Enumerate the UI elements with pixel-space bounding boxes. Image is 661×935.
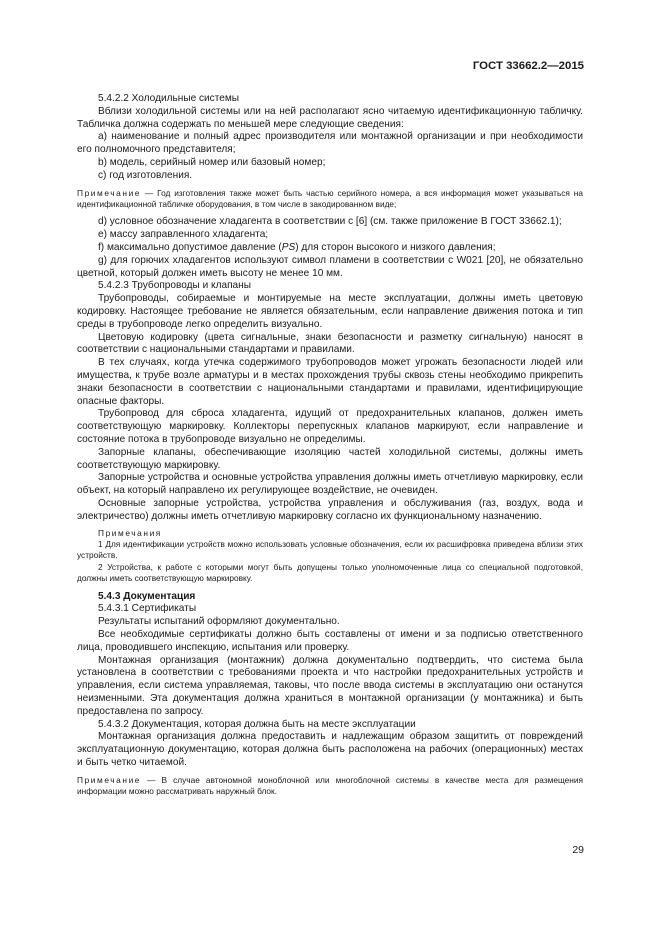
subsection-heading-5-4-3-1: 5.4.3.1 Сертификаты <box>98 603 197 615</box>
paragraph: Монтажная организация (монтажник) должна документально подтвердить, что система была установлена в соответствии с требованиями проекта и что настройки предохранительных устройств и управления, если система управляемая, таковы, что после ввода системы в эксплуатацию они останутся неизменными. Эта документация должна храниться в монтажной организации (у монтажника) и быть предоставлена по запросу. <box>77 654 583 717</box>
notes-label: Примечания <box>98 527 162 538</box>
list-item: b) модель, серийный номер или базовый номер; <box>98 156 326 168</box>
note <box>77 775 583 798</box>
note-label: Примечание <box>77 774 142 785</box>
section-heading-5-4-2-3: 5.4.2.3 Трубопроводы и клапаны <box>98 280 251 292</box>
paragraph: Все необходимые сертификаты должно быть составлены от имени и за подписью ответственного лица, проводившего инспекцию, испытания или проверку. <box>77 628 583 653</box>
paragraph: В тех случаях, когда утечка содержимого трубопроводов может угрожать безопасности людей или имущества, к трубе возле арматуры и в местах прохождения трубы сквозь стены необходимо прикрепить знаки безопасности в соответствии с национальными стандартами и правилами, идентифицирующие опасные факторы. <box>77 357 583 407</box>
paragraph: Трубопроводы, собираемые и монтируемые на месте эксплуатации, должны иметь цветовую кодировку. Настоящее требование не является обязательным, если направление движения потока и тип среды в трубопроводе легко определить визуально. <box>77 293 583 330</box>
list-item: a) наименование и полный адрес производителя или монтажной организации и при необходимости его полномочного представителя; <box>77 131 583 156</box>
list-item: d) условное обозначение хладагента в соответствии с [6] (см. также приложение В ГОСТ 33662.1); <box>98 216 562 228</box>
page-body <box>77 93 583 804</box>
paragraph: Запорные устройства и основные устройства управления должны иметь отчетливую маркировку, если объект, на который направлено их регулирующее воздействие, не очевиден. <box>77 472 583 497</box>
list-item: e) массу заправленного хладагента; <box>98 229 269 241</box>
section-heading-5-4-3: 5.4.3 Документация <box>98 590 196 602</box>
page-number: 29 <box>572 844 584 856</box>
paragraph: Трубопровод для сброса хладагента, идущий от предохранительных клапанов, должен иметь соответствующую маркировку. Коллекторы перепускных клапанов маркируют, если направление и состояние потока в трубопроводе визуально не определимы. <box>77 408 583 445</box>
list-item: c) год изготовления. <box>98 169 193 181</box>
standard-designation: ГОСТ 33662.2—2015 <box>472 60 584 72</box>
note-label: Примечание <box>77 187 142 198</box>
paragraph: Запорные клапаны, обеспечивающие изоляцию частей холодильной системы, должны иметь соответствующую маркировку. <box>77 446 583 471</box>
note-text: — Год изготовления также может быть частью серийного номера, а вся информация может указываться на идентификационной табличке оборудования, в том числе в закодированном виде; <box>77 187 583 209</box>
paragraph: Монтажная организация должна предоставить и надлежащим образом защитить от повреждений эксплуатационную документацию, которая должна быть расположена на рабочих (операционных) местах и быть четко читаемой. <box>77 731 583 768</box>
list-item: g) для горючих хладагентов используют символ пламени в соответствии с W021 [20], не обязательно цветной, который должен иметь высоту не менее 10 мм. <box>77 254 583 279</box>
item-f-post: ) для сторон высокого и низкого давления; <box>295 241 496 253</box>
note-item: 2 Устройства, к работе с которыми могут быть допущены только уполномоченные лица со специальной подготовкой, должны иметь соответствующую маркировку. <box>77 561 583 584</box>
item-f-pre: f) максимально допустимое давление ( <box>98 241 282 253</box>
note-item: 1 Для идентификации устройств можно использовать условные обозначения, если их расшифровка приведена вблизи этих устройств. <box>77 538 583 561</box>
section-heading-5-4-2-2: 5.4.2.2 Холодильные системы <box>98 93 240 104</box>
paragraph: Вблизи холодильной системы или на ней располагают ясно читаемую идентификационную табличку. Табличка должна содержать по меньшей мере следующие сведения: <box>77 105 583 130</box>
note-text: — В случае автономной моноблочной или многоблочной системы в качестве места для размещения информации можно рассматривать наружный блок. <box>77 774 583 797</box>
item-f-ps: PS <box>281 241 296 253</box>
paragraph: Основные запорные устройства, устройства управления и обслуживания (газ, воздух, вода и электричество) должны иметь отчетливую маркировку согласно их функциональному назначению. <box>77 497 583 522</box>
note <box>77 188 583 211</box>
list-item <box>77 242 583 255</box>
paragraph: Результаты испытаний оформляют документально. <box>98 616 340 628</box>
paragraph: Цветовую кодировку (цвета сигнальные, знаки безопасности и разметку сигнальную) наносят в соответствии с национальными стандартами и правилами. <box>77 331 583 356</box>
subsection-heading-5-4-3-2: 5.4.3.2 Документация, которая должна быть на месте эксплуатации <box>98 718 416 730</box>
